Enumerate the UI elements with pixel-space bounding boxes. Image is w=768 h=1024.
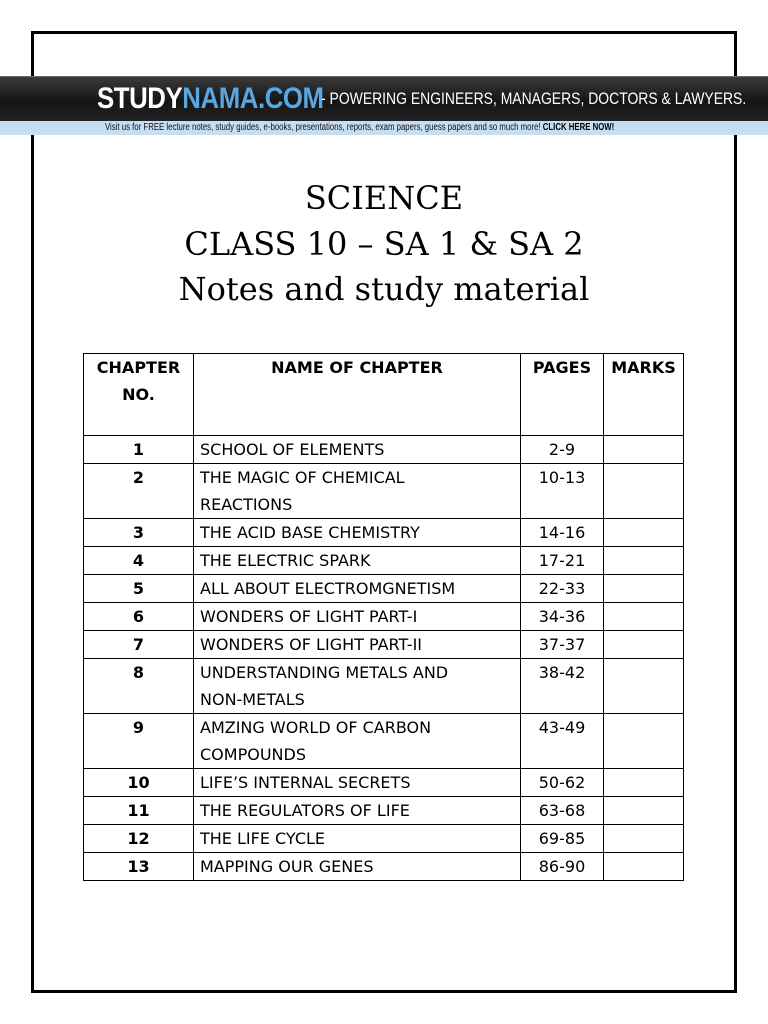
chapter-marks xyxy=(604,825,684,853)
chapter-no: 5 xyxy=(84,575,194,603)
chapter-no: 9 xyxy=(84,714,194,769)
chapter-marks xyxy=(604,436,684,464)
chapter-no: 6 xyxy=(84,603,194,631)
table-row xyxy=(84,769,684,797)
table-row xyxy=(84,659,684,714)
chapter-name: WONDERS OF LIGHT PART-I xyxy=(194,603,521,631)
table-row xyxy=(84,603,684,631)
table-row xyxy=(84,436,684,464)
chapter-marks xyxy=(604,464,684,519)
banner-subline-text: Visit us for FREE lecture notes, study guides, e-books, presentations, reports, exam papers, guess papers and so much more! xyxy=(105,122,541,133)
chapter-pages: 22-33 xyxy=(521,575,604,603)
brand-logo[interactable] xyxy=(97,82,324,116)
table-row xyxy=(84,464,684,519)
chapter-name: AMZING WORLD OF CARBON COMPOUNDS xyxy=(194,714,521,769)
chapter-pages: 50-62 xyxy=(521,769,604,797)
table-row xyxy=(84,797,684,825)
chapter-marks xyxy=(604,797,684,825)
chapter-pages: 37-37 xyxy=(521,631,604,659)
header-name: NAME OF CHAPTER xyxy=(194,354,521,436)
brand-part2: NAMA.COM xyxy=(182,82,324,115)
click-here-link[interactable]: CLICK HERE NOW! xyxy=(542,122,615,133)
chapter-table xyxy=(83,353,684,881)
brand-part1: STUDY xyxy=(97,82,183,115)
chapter-marks xyxy=(604,603,684,631)
table-row xyxy=(84,714,684,769)
table-row xyxy=(84,547,684,575)
chapter-pages: 43-49 xyxy=(521,714,604,769)
table-row xyxy=(84,519,684,547)
chapter-name: UNDERSTANDING METALS AND NON-METALS xyxy=(194,659,521,714)
chapter-marks xyxy=(604,714,684,769)
chapter-name: THE ELECTRIC SPARK xyxy=(194,547,521,575)
chapter-no: 7 xyxy=(84,631,194,659)
table-row xyxy=(84,825,684,853)
title-description: Notes and study material xyxy=(178,270,590,308)
chapter-no: 12 xyxy=(84,825,194,853)
chapter-marks xyxy=(604,631,684,659)
banner-tagline: - POWERING ENGINEERS, MANAGERS, DOCTORS & LAWYERS. xyxy=(321,89,747,108)
table-row xyxy=(84,853,684,881)
chapter-pages: 10-13 xyxy=(521,464,604,519)
title-subject: SCIENCE xyxy=(304,179,464,217)
chapter-pages: 86-90 xyxy=(521,853,604,881)
chapter-marks xyxy=(604,519,684,547)
header-marks: MARKS xyxy=(604,354,684,436)
chapter-pages: 17-21 xyxy=(521,547,604,575)
chapter-pages: 34-36 xyxy=(521,603,604,631)
table-header-row xyxy=(84,354,684,436)
chapter-marks xyxy=(604,659,684,714)
chapter-name: THE REGULATORS OF LIFE xyxy=(194,797,521,825)
chapter-pages: 69-85 xyxy=(521,825,604,853)
chapter-no: 10 xyxy=(84,769,194,797)
chapter-no: 11 xyxy=(84,797,194,825)
banner-subline xyxy=(0,121,768,135)
chapter-marks xyxy=(604,575,684,603)
chapter-no: 1 xyxy=(84,436,194,464)
chapter-name: SCHOOL OF ELEMENTS xyxy=(194,436,521,464)
banner-main-strip xyxy=(0,76,768,121)
chapter-name: WONDERS OF LIGHT PART-II xyxy=(194,631,521,659)
header-pages: PAGES xyxy=(521,354,604,436)
chapter-name: THE LIFE CYCLE xyxy=(194,825,521,853)
header-chapter-no: CHAPTER NO. xyxy=(84,354,194,436)
table-row xyxy=(84,631,684,659)
chapter-marks xyxy=(604,853,684,881)
chapter-pages: 63-68 xyxy=(521,797,604,825)
chapter-no: 8 xyxy=(84,659,194,714)
chapter-no: 13 xyxy=(84,853,194,881)
chapter-marks xyxy=(604,769,684,797)
chapter-pages: 38-42 xyxy=(521,659,604,714)
title-class: CLASS 10 – SA 1 & SA 2 xyxy=(184,225,584,263)
chapter-no: 2 xyxy=(84,464,194,519)
chapter-name: THE MAGIC OF CHEMICAL REACTIONS xyxy=(194,464,521,519)
chapter-name: LIFE’S INTERNAL SECRETS xyxy=(194,769,521,797)
table-row xyxy=(84,575,684,603)
chapter-name: THE ACID BASE CHEMISTRY xyxy=(194,519,521,547)
chapter-pages: 14-16 xyxy=(521,519,604,547)
chapter-name: ALL ABOUT ELECTROMGNETISM xyxy=(194,575,521,603)
chapter-no: 3 xyxy=(84,519,194,547)
studynama-banner[interactable] xyxy=(0,76,768,134)
chapter-no: 4 xyxy=(84,547,194,575)
chapter-pages: 2-9 xyxy=(521,436,604,464)
chapter-name: MAPPING OUR GENES xyxy=(194,853,521,881)
chapter-marks xyxy=(604,547,684,575)
